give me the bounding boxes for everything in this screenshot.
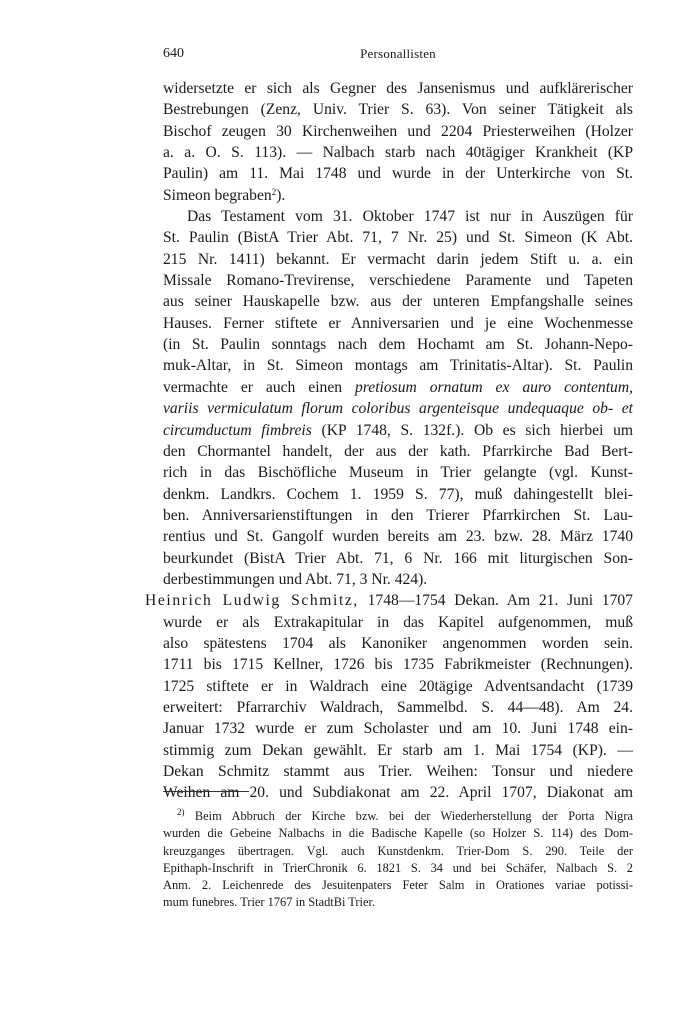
- text-line: Simeon begraben$^2$).: [163, 186, 286, 204]
- footnote-divider: [163, 791, 249, 792]
- text-line: Bischof zeugen 30 Kirchenweihen und 2204 Priesterweihen (Holzer: [163, 122, 633, 140]
- text-fragment: vermachte er auch einen: [163, 378, 343, 396]
- text-line: wurde er als Extrakapitular in das Kapitel aufgenommen, muß: [163, 613, 633, 631]
- text-line: stimmig zum Dekan gewählt. Er starb am 1. Mai 1754 (KP). —: [163, 741, 633, 759]
- text-line: Missale Romano-Trevirense, verschiedene Paramente und Tapeten: [163, 272, 633, 290]
- text-line: Bestrebungen (Zenz, Univ. Trier S. 63). Von seiner Tätigkeit als: [163, 101, 633, 119]
- footnote-line: Anm. 2. Leichenrede des Jesuitenpaters Feter Salm in Orationes variae potissi-: [163, 878, 633, 893]
- footnotes: [163, 808, 633, 912]
- text-line: (in St. Paulin sonntags nach dem Hochamt am St. Johann-Nepo-: [163, 336, 633, 354]
- latin-quote: pretiosum ornatum ex auro contentum,: [355, 378, 633, 396]
- footnote-line: Epithaph-Inschrift in TrierChronik 6. 1821 S. 34 und bei Schäfer, Nalbach S. 2: [163, 860, 633, 875]
- page-header: [163, 46, 633, 66]
- main-text: [145, 78, 634, 804]
- text-fragment: (KP 1748, S. 132f.). Ob es sich hierbei um: [321, 421, 634, 439]
- text-line: rentius und St. Gangolf wurden bereits am 23. bzw. 28. März 1740: [163, 528, 633, 546]
- text-line: a. a. O. S. 113). — Nalbach starb nach 40tägiger Krankheit (KP: [163, 144, 633, 162]
- footnote-line: [163, 808, 633, 825]
- text-line: Hauses. Ferner stiftete er Anniversarien und je eine Wochenmesse: [163, 314, 633, 332]
- text-line: [163, 377, 633, 398]
- footnote-marker: 2): [177, 807, 185, 817]
- text-line: ben. Anniversarienstiftungen in den Trierer Pfarrkirchen St. Lau-: [163, 506, 633, 524]
- entry-heading-line: [145, 590, 633, 611]
- footnote-line: kreuzganges übertragen. Vgl. auch Kunstdenkm. Trier-Dom S. 290. Teile der: [163, 843, 633, 858]
- text-line: rich in das Bischöfliche Museum in Trier gelangte (vgl. Kunst-: [163, 464, 633, 482]
- text-line: Weihen am 20. und Subdiakonat am 22. April 1707, Diakonat am: [163, 784, 633, 802]
- latin-quote-line: variis vermiculatum florum coloribus argenteisque undequaque ob- et: [163, 400, 633, 418]
- text-line: erweitert: Pfarrarchiv Waldrach, Sammelbd. S. 44—48). Am 24.: [163, 698, 633, 716]
- text-line: [163, 420, 633, 441]
- text-line: 215 Nr. 1411) bekannt. Er vermacht darin jedem Stift u. a. ein: [163, 250, 633, 268]
- text-fragment: 1748—1754 Dekan. Am 21. Juni 1707: [367, 592, 633, 610]
- footnote-line: mum funebres. Trier 1767 in StadtBi Trier.: [163, 895, 376, 910]
- footnote-reference: 2: [271, 186, 277, 197]
- text-line: Paulin) am 11. Mai 1748 und wurde in der Unterkirche von St.: [163, 165, 633, 183]
- footnote-line: wurden die Gebeine Nalbachs in die Badische Kapelle (so Holzer S. 114) des Dom-: [163, 826, 633, 841]
- text-line: Januar 1732 wurde er zum Scholaster und am 10. Juni 1748 ein-: [163, 720, 633, 738]
- latin-quote: circumductum fimbreis: [163, 421, 312, 439]
- text-line: muk-Altar, in St. Simeon montags am Trinitatis-Altar). St. Paulin: [163, 357, 633, 375]
- text-line: also spätestens 1704 als Kanoniker angenommen worden sein.: [163, 634, 633, 652]
- person-name: Heinrich Ludwig Schmitz,: [145, 592, 359, 610]
- paragraph-start-line: Das Testament vom 31. Oktober 1747 ist nur in Auszügen für: [187, 208, 633, 226]
- text-line: aus seiner Hauskapelle bzw. aus der unteren Empfangshalle seines: [163, 293, 633, 311]
- text-fragment: Beim Abbruch der Kirche bzw. bei der Wiederherstellung der Porta Nigra: [194, 809, 633, 823]
- text-line: beurkundet (BistA Trier Abt. 71, 6 Nr. 166 mit liturgischen Son-: [163, 549, 633, 567]
- text-line: Dekan Schmitz stammt aus Trier. Weihen: Tonsur und niedere: [163, 763, 633, 780]
- page-number: 640: [163, 46, 184, 61]
- text-line: St. Paulin (BistA Trier Abt. 71, 7 Nr. 25) und St. Simeon (K Abt.: [163, 229, 633, 247]
- text-line: den Chormantel handelt, der aus der kath. Pfarrkirche Bad Bert-: [163, 442, 633, 460]
- text-line: widersetzte er sich als Gegner des Jansenismus und aufklärerischer: [163, 80, 633, 97]
- text-line: derbestimmungen und Abt. 71, 3 Nr. 424).: [163, 570, 428, 588]
- text-line: denkm. Landkrs. Cochem 1. 1959 S. 77), muß dahingestellt blei-: [163, 485, 633, 503]
- text-line: 1725 stiftete er in Waldrach eine 20tägige Adventsandacht (1739: [163, 677, 633, 695]
- text-fragment: Simeon begraben: [163, 186, 272, 204]
- text-line: 1711 bis 1715 Kellner, 1726 bis 1735 Fabrikmeister (Rechnungen).: [163, 656, 633, 674]
- running-head: Personallisten: [360, 46, 436, 61]
